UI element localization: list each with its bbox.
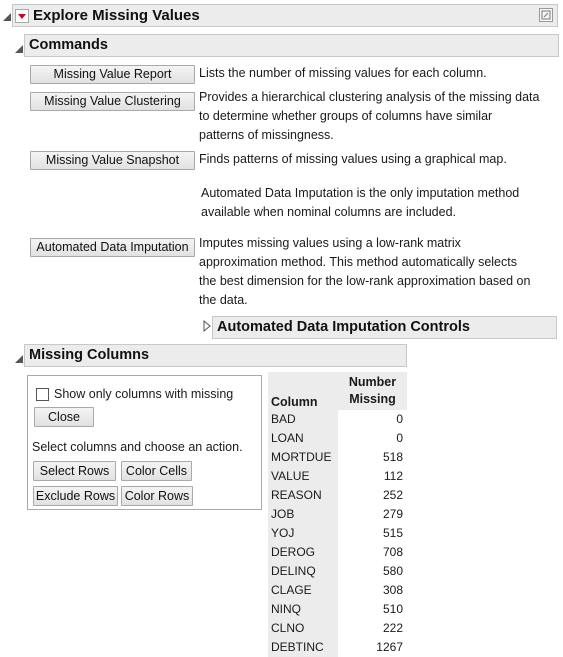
table-row[interactable]: [268, 448, 407, 467]
table-row[interactable]: [268, 467, 407, 486]
commands-outline-toggle-icon[interactable]: [15, 42, 23, 50]
table-row[interactable]: [268, 619, 407, 638]
number-missing-header[interactable]: Number Missing: [338, 372, 407, 410]
select-rows-button[interactable]: Select Rows: [33, 461, 116, 481]
table-cell-missing: 1267: [338, 638, 407, 657]
table-cell-missing: 580: [338, 562, 407, 581]
missing-value-clustering-button[interactable]: Missing Value Clustering: [30, 92, 195, 111]
table-row[interactable]: [268, 600, 407, 619]
missing-columns-outline-toggle-icon[interactable]: [15, 352, 23, 360]
page-title: Explore Missing Values: [33, 7, 200, 24]
table-row[interactable]: [268, 410, 407, 429]
table-cell-column: LOAN: [268, 429, 338, 448]
table-cell-column: VALUE: [268, 467, 338, 486]
table-cell-missing: 515: [338, 524, 407, 543]
automated-data-imputation-description: Imputes missing values using a low-rank matrix approximation method. This method automatically selects the best dimension for the low-rank approximation based on the data.: [199, 236, 531, 307]
table-cell-column: REASON: [268, 486, 338, 505]
show-only-missing-label: Show only columns with missing: [54, 387, 234, 401]
missing-value-clustering-description: Provides a hierarchical clustering analysis of the missing data to determine whether groups of columns have similar patterns of missingness.: [199, 90, 540, 142]
table-cell-column: BAD: [268, 410, 338, 429]
table-cell-column: MORTDUE: [268, 448, 338, 467]
controls-outline-toggle-icon[interactable]: [203, 320, 211, 332]
table-cell-column: NINQ: [268, 600, 338, 619]
commands-title: Commands: [29, 37, 108, 53]
table-row[interactable]: [268, 486, 407, 505]
table-cell-column: DEROG: [268, 543, 338, 562]
table-row[interactable]: [268, 581, 407, 600]
imputation-controls-header[interactable]: [212, 316, 557, 339]
imputation-note: Automated Data Imputation is the only imputation method available when nominal columns are included.: [201, 186, 520, 219]
missing-value-snapshot-description: Finds patterns of missing values using a graphical map.: [199, 152, 507, 166]
missing-value-report-description: Lists the number of missing values for each column.: [199, 66, 487, 80]
select-columns-instruction: Select columns and choose an action.: [32, 440, 243, 454]
table-cell-column: YOJ: [268, 524, 338, 543]
table-cell-column: JOB: [268, 505, 338, 524]
missing-columns-table: [268, 372, 407, 657]
table-row[interactable]: [268, 543, 407, 562]
table-cell-missing: 279: [338, 505, 407, 524]
red-triangle-menu-icon[interactable]: [15, 9, 29, 23]
exclude-rows-button[interactable]: Exclude Rows: [33, 486, 118, 506]
table-cell-column: CLAGE: [268, 581, 338, 600]
table-cell-column: DEBTINC: [268, 638, 338, 657]
table-cell-missing: 518: [338, 448, 407, 467]
show-only-missing-checkbox[interactable]: [36, 388, 49, 401]
table-row[interactable]: [268, 524, 407, 543]
table-cell-missing: 510: [338, 600, 407, 619]
column-header[interactable]: Column: [268, 372, 338, 410]
table-row[interactable]: [268, 562, 407, 581]
automated-data-imputation-button[interactable]: Automated Data Imputation: [30, 238, 195, 257]
table-cell-column: DELINQ: [268, 562, 338, 581]
table-cell-missing: 112: [338, 467, 407, 486]
table-row[interactable]: [268, 429, 407, 448]
table-row[interactable]: [268, 638, 407, 657]
close-button[interactable]: Close: [34, 407, 94, 427]
missing-value-snapshot-button[interactable]: Missing Value Snapshot: [30, 151, 195, 170]
color-rows-button[interactable]: Color Rows: [121, 486, 193, 506]
pin-window-icon[interactable]: [539, 8, 553, 22]
commands-header: [24, 34, 559, 57]
missing-columns-header: [24, 344, 407, 367]
table-cell-missing: 308: [338, 581, 407, 600]
table-cell-missing: 252: [338, 486, 407, 505]
color-cells-button[interactable]: Color Cells: [121, 461, 192, 481]
table-cell-missing: 222: [338, 619, 407, 638]
table-cell-missing: 0: [338, 429, 407, 448]
missing-value-report-button[interactable]: Missing Value Report: [30, 65, 195, 84]
missing-columns-title: Missing Columns: [29, 347, 150, 363]
imputation-controls-title: Automated Data Imputation Controls: [217, 319, 470, 335]
table-cell-missing: 0: [338, 410, 407, 429]
table-row[interactable]: [268, 505, 407, 524]
top-outline-toggle-icon[interactable]: [3, 10, 11, 18]
table-cell-missing: 708: [338, 543, 407, 562]
table-cell-column: CLNO: [268, 619, 338, 638]
